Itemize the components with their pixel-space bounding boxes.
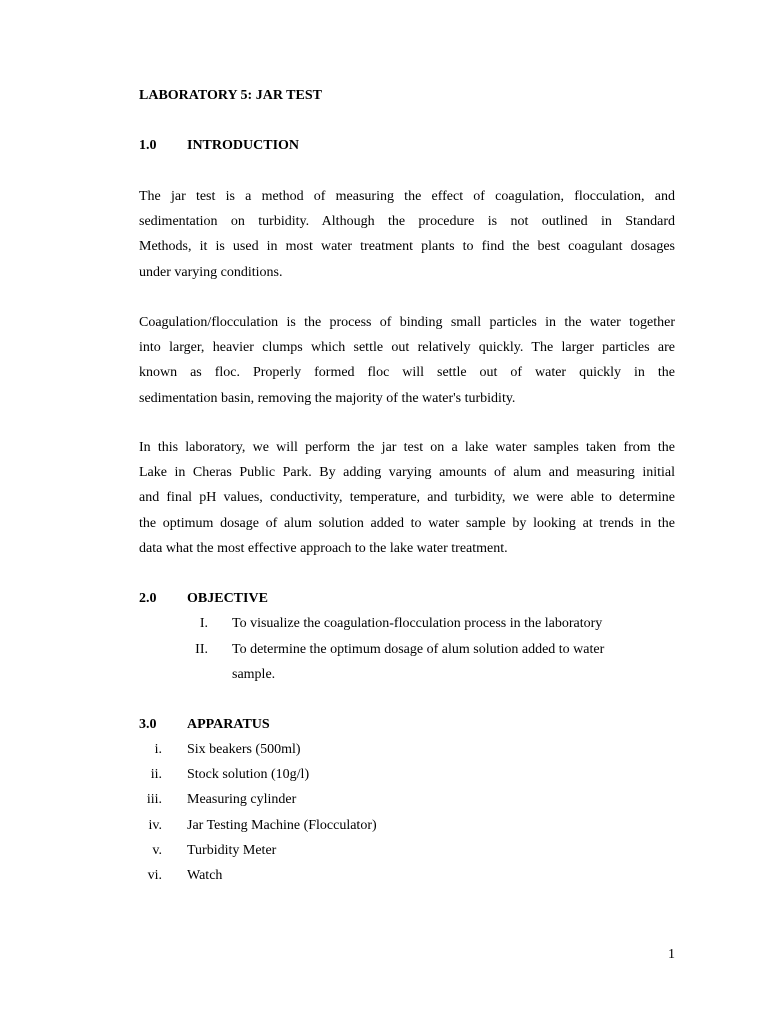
intro-paragraph-2: [139, 310, 675, 411]
paragraph-line: under varying conditions.: [139, 264, 283, 280]
paragraph-line: the optimum dosage of alum solution added to water sample by looking at trends in the: [139, 515, 675, 531]
section-1-heading: INTRODUCTION: [187, 138, 300, 153]
paragraph-line: and final pH values, conductivity, temperature, and turbidity, we were able to determine: [139, 490, 675, 506]
objective-marker: I.: [199, 616, 208, 631]
apparatus-item: Stock solution (10g/l): [187, 767, 310, 782]
document-title: LABORATORY 5: JAR TEST: [139, 88, 322, 103]
apparatus-marker: i.: [154, 742, 162, 757]
objective-item: To visualize the coagulation-flocculation process in the laboratory: [232, 616, 603, 631]
section-2-number: 2.0: [139, 591, 157, 606]
section-1-number: 1.0: [139, 138, 157, 153]
objective-item: To determine the optimum dosage of alum solution added to water: [232, 642, 605, 657]
apparatus-marker: ii.: [150, 767, 162, 782]
paragraph-line: into larger, heavier clumps which settle out relatively quickly. The larger particles are: [139, 340, 675, 356]
paragraph-line: Lake in Cheras Public Park. By adding varying amounts of alum and measuring initial: [139, 465, 675, 481]
objective-marker: II.: [195, 642, 208, 657]
apparatus-item: Watch: [187, 868, 223, 883]
apparatus-item: Measuring cylinder: [187, 792, 297, 807]
paragraph-line: known as floc. Properly formed floc will settle out of water quickly in the: [139, 365, 675, 381]
apparatus-marker: vi.: [147, 868, 162, 883]
paragraph-line: Methods, it is used in most water treatment plants to find the best coagulant dosages: [139, 239, 675, 255]
section-2-heading: OBJECTIVE: [187, 591, 268, 606]
apparatus-item: Turbidity Meter: [187, 843, 277, 858]
paragraph-line: In this laboratory, we will perform the jar test on a lake water samples taken from the: [139, 440, 675, 455]
section-3-heading: APPARATUS: [187, 717, 270, 732]
page-number: 1: [668, 947, 675, 962]
intro-paragraph-1: [139, 184, 675, 285]
paragraph-line: The jar test is a method of measuring the effect of coagulation, flocculation, and: [139, 189, 675, 204]
intro-paragraph-3: [139, 435, 675, 561]
paragraph-line: Coagulation/flocculation is the process of binding small particles in the water together: [139, 315, 675, 330]
apparatus-marker: iii.: [146, 792, 162, 807]
apparatus-marker: iv.: [148, 818, 162, 833]
apparatus-marker: v.: [152, 843, 162, 858]
apparatus-item: Six beakers (500ml): [187, 742, 301, 757]
paragraph-line: sedimentation basin, removing the majority of the water's turbidity.: [139, 390, 516, 406]
section-3-number: 3.0: [139, 717, 157, 732]
paragraph-line: sedimentation on turbidity. Although the procedure is not outlined in Standard: [139, 214, 675, 230]
paragraph-line: data what the most effective approach to the lake water treatment.: [139, 540, 508, 556]
apparatus-item: Jar Testing Machine (Flocculator): [187, 818, 377, 833]
objective-item-continued: sample.: [232, 667, 276, 682]
